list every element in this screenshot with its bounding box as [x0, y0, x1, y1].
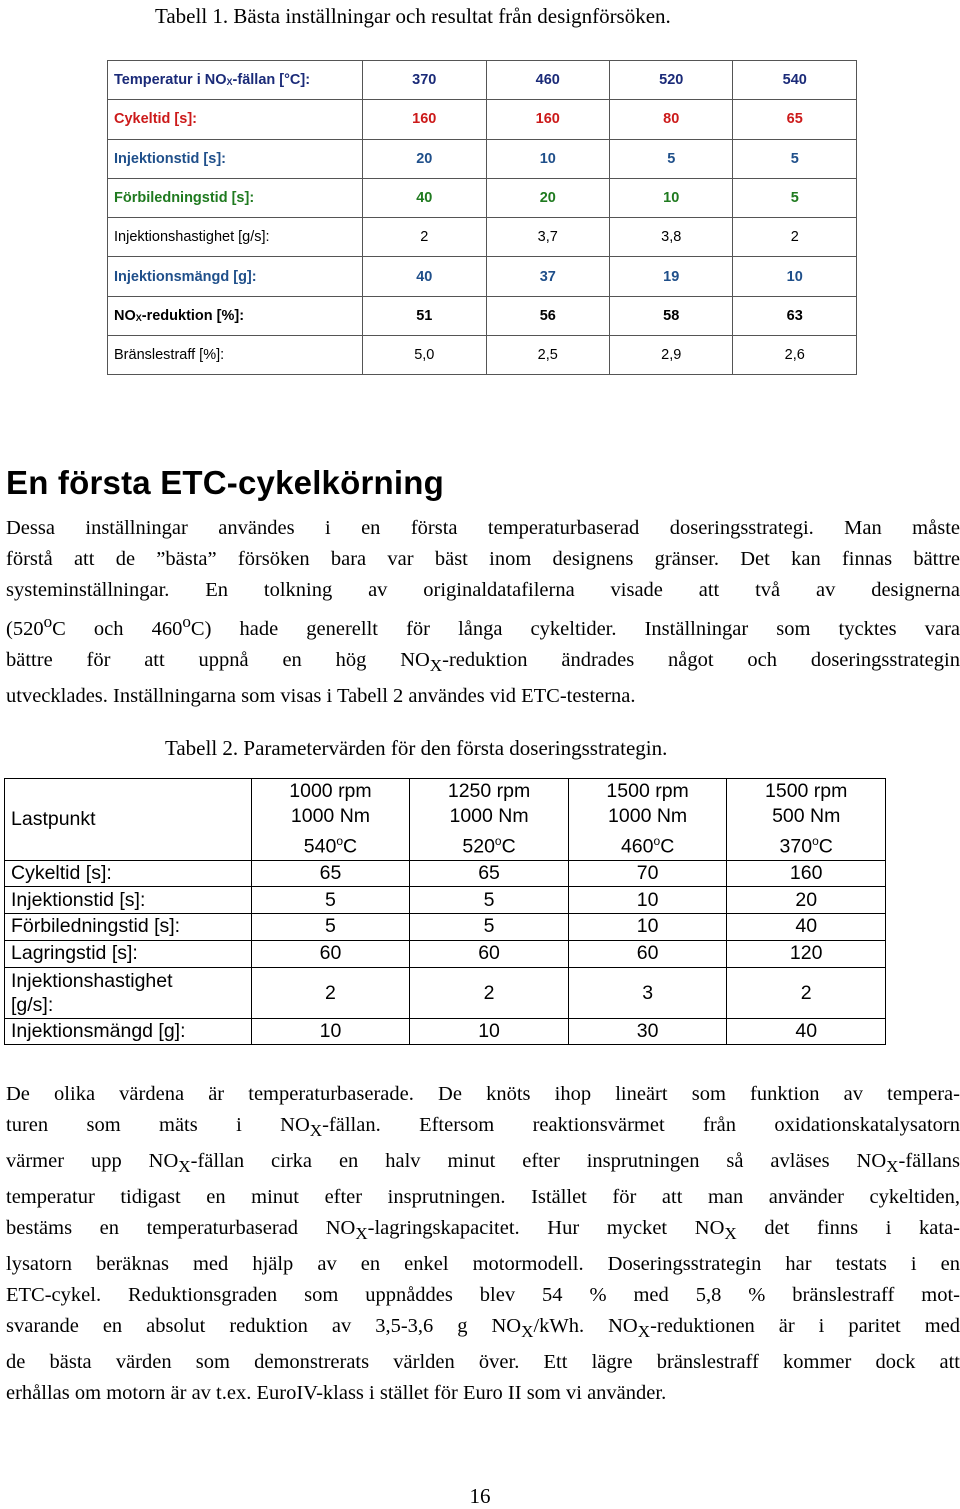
table2-row-label [5, 967, 252, 1018]
table1-row [108, 100, 857, 139]
temp-unit: C [343, 835, 358, 858]
text-run: -lagringskapacitet. Hur mycket NO [367, 1217, 725, 1240]
temp-num: 520 [462, 835, 495, 858]
table1-cell: 51 [363, 296, 486, 335]
row-label-pre: NO [114, 307, 136, 324]
table2-row [5, 887, 886, 914]
table2-cell: 65 [410, 860, 569, 887]
degree-sup: o [653, 834, 661, 848]
table2-cell: 30 [568, 1018, 727, 1045]
text-run: värmer upp NO [6, 1150, 179, 1173]
table1-cell: 2,9 [610, 336, 733, 375]
table2-cell: 60 [410, 940, 569, 967]
table2-caption: Tabell 2. Parametervärden för den första doseringsstrategin. [165, 736, 668, 760]
table2-cell: 10 [251, 1018, 410, 1045]
rpm: 1250 rpm [447, 780, 531, 802]
table1-header-cell: 520 [610, 61, 733, 100]
table1-row-label: Injektionstid [s]: [108, 139, 363, 178]
label-line: Injektionshastighet [11, 969, 173, 992]
table1-row [108, 178, 857, 217]
table1-cell: 3,7 [486, 218, 609, 257]
paragraph-line: ETC-cykel. Reduktionsgraden som uppnåddes blev 54 % med 5,8 % bränslestraff mot- [6, 1284, 960, 1307]
temp-num: 540 [303, 835, 337, 858]
table2-row-label: Injektionstid [s]: [5, 887, 252, 914]
table2-cell: 70 [568, 860, 727, 887]
table2-cell: 2 [727, 967, 886, 1018]
page-number: 16 [469, 1484, 491, 1508]
table1-row [108, 218, 857, 257]
temp-unit: C [660, 835, 675, 858]
table1-cell: 56 [486, 296, 609, 335]
header-label-sub: X [226, 77, 233, 88]
table2-cell: 5 [410, 914, 569, 941]
table1-row-label: Injektionsmängd [g]: [108, 257, 363, 296]
table2-row [5, 967, 886, 1018]
subscript-x: X [178, 1157, 191, 1177]
table1-cell: 160 [363, 100, 486, 139]
table2-cell: 40 [727, 914, 886, 941]
table1-row-label: Cykeltid [s]: [108, 100, 363, 139]
header-label-pre: Temperatur i NO [114, 72, 227, 89]
degree-sup: o [43, 612, 53, 631]
table1-cell: 19 [610, 257, 733, 296]
text-run: det finns i kata- [736, 1217, 960, 1240]
subscript-x: X [429, 655, 443, 675]
table1-cell: 37 [486, 257, 609, 296]
paragraph-line: systeminställningar. En tolkning av originaldatafilerna visade att två av designerna [6, 579, 960, 601]
table1-cell: 65 [733, 100, 857, 139]
table2-cell: 10 [568, 914, 727, 941]
text-run: /kWh. NO [533, 1315, 638, 1338]
paragraph-line: erhållas om motorn är av t.ex. EuroIV-klass i stället för Euro II som vi använder. [6, 1382, 667, 1405]
table2-cell: 5 [410, 887, 569, 914]
paragraph-line: lysatorn beräknas med hjälp av en enkel motormodell. Doseringsstrategin har testats i en [6, 1253, 960, 1276]
paragraph-line: förstå att de ”bästa” försöken bara var bäst inom designens gränser. Det kan finnas bättre [6, 548, 960, 570]
table2-row-label: Cykeltid [s]: [5, 860, 252, 887]
table2-cell: 65 [251, 860, 410, 887]
temperature [410, 829, 568, 860]
table2-header-label: Lastpunkt [5, 779, 252, 861]
table1-cell: 80 [610, 100, 733, 139]
table2-row [5, 1018, 886, 1045]
table2-cell: 2 [410, 967, 569, 1018]
paragraph-line: de bästa värden som demonstrerats världen över. Ett lägre bränslestraff kommer dock att [6, 1351, 960, 1374]
table1-cell: 2,6 [733, 336, 857, 375]
paragraph-line [6, 1311, 960, 1347]
degree-sup: o [336, 834, 344, 848]
text-run: bättre för att uppnå en hög NO [6, 648, 430, 671]
temperature [569, 829, 727, 860]
row-label-post: -reduktion [%]: [141, 307, 245, 324]
table1-cell: 10 [486, 139, 609, 178]
text-run: svarande en absolut reduktion av 3,5-3,6 g NO [6, 1315, 522, 1338]
table1-row-label [108, 296, 363, 335]
table2-cell: 5 [251, 887, 410, 914]
temp-unit: C [818, 835, 833, 858]
paragraph-line [6, 1213, 960, 1249]
table2-cell: 5 [251, 914, 410, 941]
table1-cell: 40 [363, 178, 486, 217]
paragraph-line: Dessa inställningar användes i en första temperaturbaserad doseringsstrategi. Man måste [6, 517, 960, 539]
text-run: -fällan. Eftersom reaktionsvärmet från oxidationskatalysatorn [322, 1114, 960, 1136]
table1-cell: 5 [733, 178, 857, 217]
table1-caption: Tabell 1. Bästa inställningar och resultat från designförsöken. [155, 4, 671, 28]
paragraph-line: utvecklades. Inställningarna som visas i Tabell 2 användes vid ETC-testerna. [6, 684, 636, 707]
degree-sup: o [494, 834, 502, 848]
table1-cell: 160 [486, 100, 609, 139]
table1-header-cell: 540 [733, 61, 857, 100]
text-run: C) hade generellt för långa cykeltider. Inställningar som tycktes vara [190, 617, 960, 640]
table1-row-label: Injektionshastighet [g/s]: [108, 218, 363, 257]
table1-cell: 63 [733, 296, 857, 335]
table2-row-label: Förbiledningstid [s]: [5, 914, 252, 941]
table1-cell: 20 [363, 139, 486, 178]
paragraph-1 [6, 513, 960, 712]
table1-cell: 2 [363, 218, 486, 257]
rpm: 1500 rpm [765, 780, 848, 802]
table1-cell: 40 [363, 257, 486, 296]
table2 [4, 778, 886, 1045]
table2-header-cell [251, 779, 410, 861]
paragraph-line [6, 606, 960, 645]
table2-header-cell [568, 779, 727, 861]
text-run: -fällan cirka en halv minut efter insprutningen så avläses NO [190, 1150, 887, 1173]
temp-unit: C [501, 835, 516, 858]
paragraph-line [6, 1110, 960, 1146]
table1-cell: 5,0 [363, 336, 486, 375]
subscript-x: X [724, 1224, 737, 1244]
table1-row [108, 257, 857, 296]
table2-header-row [5, 779, 886, 861]
paragraph-line: temperatur tidigast en minut efter insprutningen. Istället för att man använder cykeltiden, [6, 1186, 960, 1209]
table2-row [5, 860, 886, 887]
table1 [107, 60, 857, 375]
table2-cell: 60 [568, 940, 727, 967]
table1-header-row [108, 61, 857, 100]
table1-cell: 58 [610, 296, 733, 335]
table1-cell: 2,5 [486, 336, 609, 375]
text-run: -reduktion ändrades något och doseringsstrategin [442, 648, 960, 671]
table1-row [108, 336, 857, 375]
torque: 1000 Nm [449, 805, 529, 827]
table2-header-cell [410, 779, 569, 861]
paragraph-2 [6, 1079, 960, 1409]
rpm: 1000 rpm [289, 780, 372, 802]
table1-cell: 3,8 [610, 218, 733, 257]
rpm: 1500 rpm [606, 780, 689, 802]
table2-cell: 3 [568, 967, 727, 1018]
row-label-sub: X [135, 312, 142, 323]
torque: 1000 Nm [290, 805, 371, 827]
table2-cell: 160 [727, 860, 886, 887]
table1-cell: 5 [733, 139, 857, 178]
table1-cell: 5 [610, 139, 733, 178]
text-run: C och 460 [52, 617, 183, 640]
table2-row [5, 914, 886, 941]
text-run: -reduktionen är i paritet med [650, 1315, 960, 1338]
text-run: (520 [6, 617, 44, 640]
table2-cell: 2 [251, 967, 410, 1018]
paragraph-line [6, 1146, 960, 1182]
subscript-x: X [521, 1322, 534, 1342]
text-run: -fällans [898, 1150, 960, 1173]
subscript-x: X [355, 1224, 368, 1244]
table2-cell: 40 [727, 1018, 886, 1045]
text-run: bestäms en temperaturbaserad NO [6, 1217, 356, 1240]
table1-cell: 20 [486, 178, 609, 217]
table2-cell: 20 [727, 887, 886, 914]
table1-row-label: Förbiledningstid [s]: [108, 178, 363, 217]
table2-row [5, 940, 886, 967]
temperature [727, 829, 885, 860]
table2-row-label: Lagringstid [s]: [5, 940, 252, 967]
table1-row [108, 139, 857, 178]
table1-header-cell: 460 [486, 61, 609, 100]
table1-row-label: Bränslestraff [%]: [108, 336, 363, 375]
torque: 1000 Nm [608, 805, 688, 827]
section-heading: En första ETC-cykelkörning [6, 464, 444, 501]
table2-cell: 10 [568, 887, 727, 914]
subscript-x: X [309, 1121, 323, 1141]
degree-sup: o [182, 612, 191, 631]
subscript-x: X [886, 1157, 899, 1177]
subscript-x: X [637, 1322, 651, 1342]
torque: 500 Nm [772, 805, 841, 827]
table2-row-label: Injektionsmängd [g]: [5, 1018, 252, 1045]
text-run: turen som mäts i NO [6, 1114, 310, 1136]
temp-num: 370 [779, 835, 813, 858]
paragraph-line: De olika värdena är temperaturbaserade. De knöts ihop lineärt som funktion av tempera- [6, 1083, 960, 1105]
table1-cell: 10 [733, 257, 857, 296]
table1-cell: 10 [610, 178, 733, 217]
table2-header-cell [727, 779, 886, 861]
table2-cell: 60 [251, 940, 410, 967]
table1-row [108, 296, 857, 335]
table1-header-label [108, 61, 363, 100]
temp-num: 460 [620, 835, 654, 858]
paragraph-line [6, 645, 960, 681]
temperature [252, 829, 410, 860]
header-label-post: -fällan [°C]: [232, 72, 311, 89]
table1-header-cell: 370 [363, 61, 486, 100]
table1-cell: 2 [733, 218, 857, 257]
table2-cell: 10 [410, 1018, 569, 1045]
degree-sup: o [812, 834, 819, 848]
table2-cell: 120 [727, 940, 886, 967]
label-line: [g/s]: [11, 993, 54, 1016]
